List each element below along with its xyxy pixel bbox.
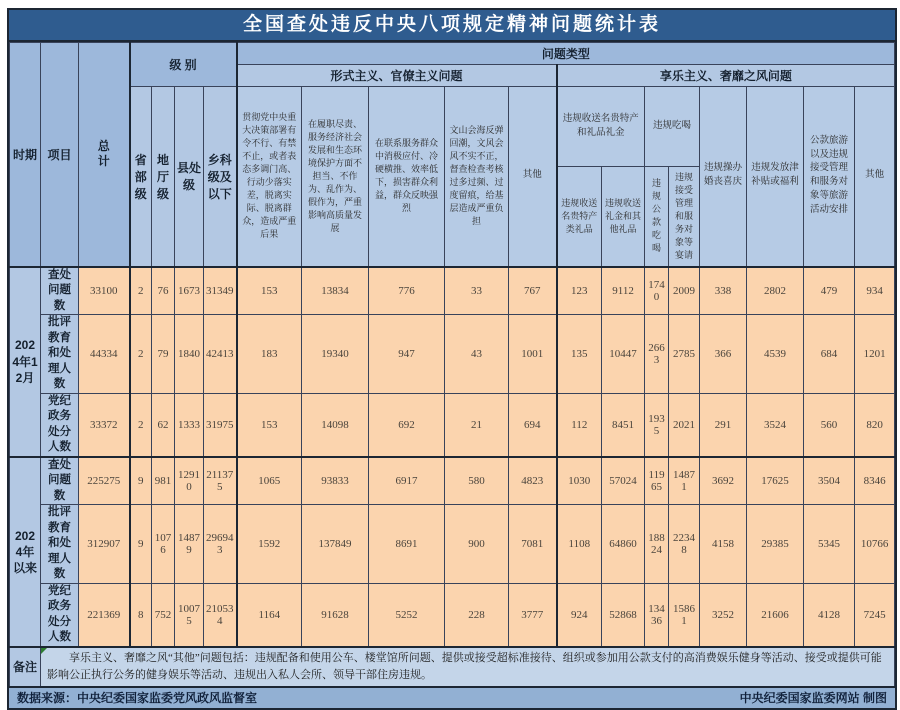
note-text: 享乐主义、奢靡之风“其他”问题包括：违规配备和使用公车、楼堂馆所问题、提供或接受超标准接待、组织或参加用公款支付的高消费娱乐健身等活动、接受或提供可能影响公正执行公务的健身娱乐等活动、违规出入私人会所、领导干部住房违规。 <box>47 651 882 681</box>
group-header-formalism: 形式主义、官僚主义问题 <box>237 65 557 87</box>
row-label: 查处问题数 <box>41 267 79 315</box>
data-cell: 580 <box>445 457 509 505</box>
col-header-gifts-specialty: 违规收送名贵特产类礼品 <box>557 167 602 267</box>
row-label: 查处问题数 <box>41 457 79 505</box>
data-cell: 981 <box>152 457 175 505</box>
data-cell: 1001 <box>509 315 557 394</box>
data-cell: 3504 <box>804 457 855 505</box>
col-header-level-province: 省部级 <box>130 87 152 267</box>
data-cell: 4128 <box>804 583 855 647</box>
col-header-travel: 公款旅游以及违规接受管理和服务对象等旅游活动安排 <box>804 87 855 267</box>
col-header-formalism-2: 在履职尽责、服务经济社会发展和生态环境保护方面不担当、不作为、乱作为、假作为，严重影响高质量发展 <box>302 87 369 267</box>
data-cell: 91628 <box>302 583 369 647</box>
col-header-level-township: 乡科级及以下 <box>204 87 237 267</box>
table-row <box>10 267 895 315</box>
data-cell: 31975 <box>204 393 237 457</box>
page-title: 全国查处违反中央八项规定精神问题统计表 <box>9 10 895 42</box>
data-table <box>9 42 895 688</box>
data-cell: 2 <box>130 315 152 394</box>
data-cell: 296943 <box>204 505 237 584</box>
data-cell: 1065 <box>237 457 302 505</box>
data-cell: 112 <box>557 393 602 457</box>
data-cell: 1935 <box>645 393 669 457</box>
data-cell: 9 <box>130 457 152 505</box>
col-header-formalism-1: 贯彻党中央重大决策部署有令不行、有禁不止，或者表态多调门高、行动少落实差，脱离实际、脱离群众，造成严重后果 <box>237 87 302 267</box>
data-cell: 14879 <box>175 505 204 584</box>
data-source: 数据来源：中央纪委国家监委党风政风监督室 <box>17 691 258 706</box>
table-row <box>10 505 895 584</box>
data-cell: 5345 <box>804 505 855 584</box>
data-cell: 3692 <box>700 457 747 505</box>
data-cell: 8 <box>130 583 152 647</box>
data-cell: 1592 <box>237 505 302 584</box>
data-cell: 13436 <box>645 583 669 647</box>
data-cell: 479 <box>804 267 855 315</box>
data-cell: 934 <box>855 267 895 315</box>
data-cell: 2 <box>130 267 152 315</box>
data-cell: 684 <box>804 315 855 394</box>
footer-bar <box>9 688 895 708</box>
data-cell: 4823 <box>509 457 557 505</box>
data-cell: 312907 <box>79 505 130 584</box>
col-header-level-county: 县处级 <box>175 87 204 267</box>
data-cell: 1076 <box>152 505 175 584</box>
period-cell: 2024年12月 <box>10 267 41 457</box>
data-cell: 153 <box>237 393 302 457</box>
data-cell: 10447 <box>602 315 645 394</box>
note-body <box>41 647 895 687</box>
col-header-hedonism-other: 其他 <box>855 87 895 267</box>
data-cell: 62 <box>152 393 175 457</box>
data-cell: 76 <box>152 267 175 315</box>
data-cell: 2009 <box>669 267 700 315</box>
table-row <box>10 393 895 457</box>
col-header-item: 项目 <box>41 43 79 267</box>
data-cell: 8346 <box>855 457 895 505</box>
data-cell: 1030 <box>557 457 602 505</box>
row-label: 党纪政务处分人数 <box>41 583 79 647</box>
data-cell: 2 <box>130 393 152 457</box>
data-cell: 13834 <box>302 267 369 315</box>
data-cell: 7081 <box>509 505 557 584</box>
data-cell: 14871 <box>669 457 700 505</box>
data-cell: 8691 <box>369 505 445 584</box>
data-cell: 5252 <box>369 583 445 647</box>
data-cell: 135 <box>557 315 602 394</box>
data-cell: 33372 <box>79 393 130 457</box>
data-cell: 1673 <box>175 267 204 315</box>
note-label: 备注 <box>10 647 41 687</box>
data-cell: 4158 <box>700 505 747 584</box>
data-cell: 33 <box>445 267 509 315</box>
col-header-formalism-other: 其他 <box>509 87 557 267</box>
data-cell: 21606 <box>747 583 804 647</box>
data-cell: 52868 <box>602 583 645 647</box>
data-cell: 17625 <box>747 457 804 505</box>
data-cell: 14098 <box>302 393 369 457</box>
note-row <box>10 647 895 687</box>
data-cell: 947 <box>369 315 445 394</box>
data-cell: 79 <box>152 315 175 394</box>
group-header-dining: 违规吃喝 <box>645 87 700 167</box>
table-row <box>10 583 895 647</box>
data-cell: 924 <box>557 583 602 647</box>
data-cell: 692 <box>369 393 445 457</box>
data-cell: 3252 <box>700 583 747 647</box>
data-cell: 694 <box>509 393 557 457</box>
data-cell: 900 <box>445 505 509 584</box>
data-cell: 10766 <box>855 505 895 584</box>
data-cell: 57024 <box>602 457 645 505</box>
data-cell: 776 <box>369 267 445 315</box>
data-cell: 33100 <box>79 267 130 315</box>
data-cell: 2021 <box>669 393 700 457</box>
col-header-period: 时期 <box>10 43 41 267</box>
table-row <box>10 315 895 394</box>
statistics-table <box>7 8 897 710</box>
data-cell: 42413 <box>204 315 237 394</box>
data-cell: 43 <box>445 315 509 394</box>
data-cell: 2663 <box>645 315 669 394</box>
data-cell: 3524 <box>747 393 804 457</box>
data-cell: 31349 <box>204 267 237 315</box>
row-label: 党纪政务处分人数 <box>41 393 79 457</box>
col-header-wedding: 违规操办婚丧喜庆 <box>700 87 747 267</box>
col-header-dining-public-funds: 违规公款吃喝 <box>645 167 669 267</box>
data-cell: 752 <box>152 583 175 647</box>
group-header-hedonism: 享乐主义、奢靡之风问题 <box>557 65 895 87</box>
data-cell: 225275 <box>79 457 130 505</box>
col-header-formalism-4: 文山会海反弹回潮，文风会风不实不正，督查检查考核过多过频、过度留痕，给基层造成严重负担 <box>445 87 509 267</box>
data-cell: 221369 <box>79 583 130 647</box>
row-label: 批评教育和处理人数 <box>41 505 79 584</box>
data-cell: 4539 <box>747 315 804 394</box>
group-header-problem-type: 问题类型 <box>237 43 895 65</box>
data-cell: 1164 <box>237 583 302 647</box>
data-cell: 137849 <box>302 505 369 584</box>
col-header-gifts-cash: 违规收送礼金和其他礼品 <box>602 167 645 267</box>
group-header-level: 级 别 <box>130 43 237 87</box>
data-cell: 211375 <box>204 457 237 505</box>
table-row <box>10 457 895 505</box>
data-cell: 228 <box>445 583 509 647</box>
group-header-gifts: 违规收送名贵特产和礼品礼金 <box>557 87 645 167</box>
data-cell: 93833 <box>302 457 369 505</box>
data-cell: 338 <box>700 267 747 315</box>
data-cell: 820 <box>855 393 895 457</box>
credit: 中央纪委国家监委网站 制图 <box>739 691 887 706</box>
data-cell: 64860 <box>602 505 645 584</box>
cell-corner-flag <box>41 648 47 654</box>
data-cell: 21 <box>445 393 509 457</box>
data-cell: 10075 <box>175 583 204 647</box>
period-cell: 2024年以来 <box>10 457 41 647</box>
data-cell: 9112 <box>602 267 645 315</box>
data-cell: 153 <box>237 267 302 315</box>
data-cell: 560 <box>804 393 855 457</box>
data-cell: 210534 <box>204 583 237 647</box>
data-cell: 9 <box>130 505 152 584</box>
col-header-total: 总计 <box>79 43 130 267</box>
data-cell: 44334 <box>79 315 130 394</box>
data-cell: 767 <box>509 267 557 315</box>
data-cell: 183 <box>237 315 302 394</box>
data-cell: 1840 <box>175 315 204 394</box>
data-cell: 1740 <box>645 267 669 315</box>
data-cell: 366 <box>700 315 747 394</box>
data-cell: 1201 <box>855 315 895 394</box>
data-cell: 18824 <box>645 505 669 584</box>
data-cell: 19340 <box>302 315 369 394</box>
data-cell: 11965 <box>645 457 669 505</box>
col-header-dining-banquet: 违规接受管理和服务对象等宴请 <box>669 167 700 267</box>
data-cell: 1108 <box>557 505 602 584</box>
data-cell: 2785 <box>669 315 700 394</box>
data-cell: 15861 <box>669 583 700 647</box>
row-label: 批评教育和处理人数 <box>41 315 79 394</box>
col-header-formalism-3: 在联系服务群众中消极应付、冷硬横推、效率低下，损害群众利益，群众反映强烈 <box>369 87 445 267</box>
data-cell: 7245 <box>855 583 895 647</box>
data-cell: 3777 <box>509 583 557 647</box>
data-cell: 22348 <box>669 505 700 584</box>
data-cell: 123 <box>557 267 602 315</box>
data-cell: 8451 <box>602 393 645 457</box>
col-header-allowance: 违规发放津补贴或福利 <box>747 87 804 267</box>
data-cell: 6917 <box>369 457 445 505</box>
data-cell: 2802 <box>747 267 804 315</box>
col-header-level-prefecture: 地厅级 <box>152 87 175 267</box>
data-cell: 12910 <box>175 457 204 505</box>
data-cell: 1333 <box>175 393 204 457</box>
data-cell: 291 <box>700 393 747 457</box>
data-cell: 29385 <box>747 505 804 584</box>
